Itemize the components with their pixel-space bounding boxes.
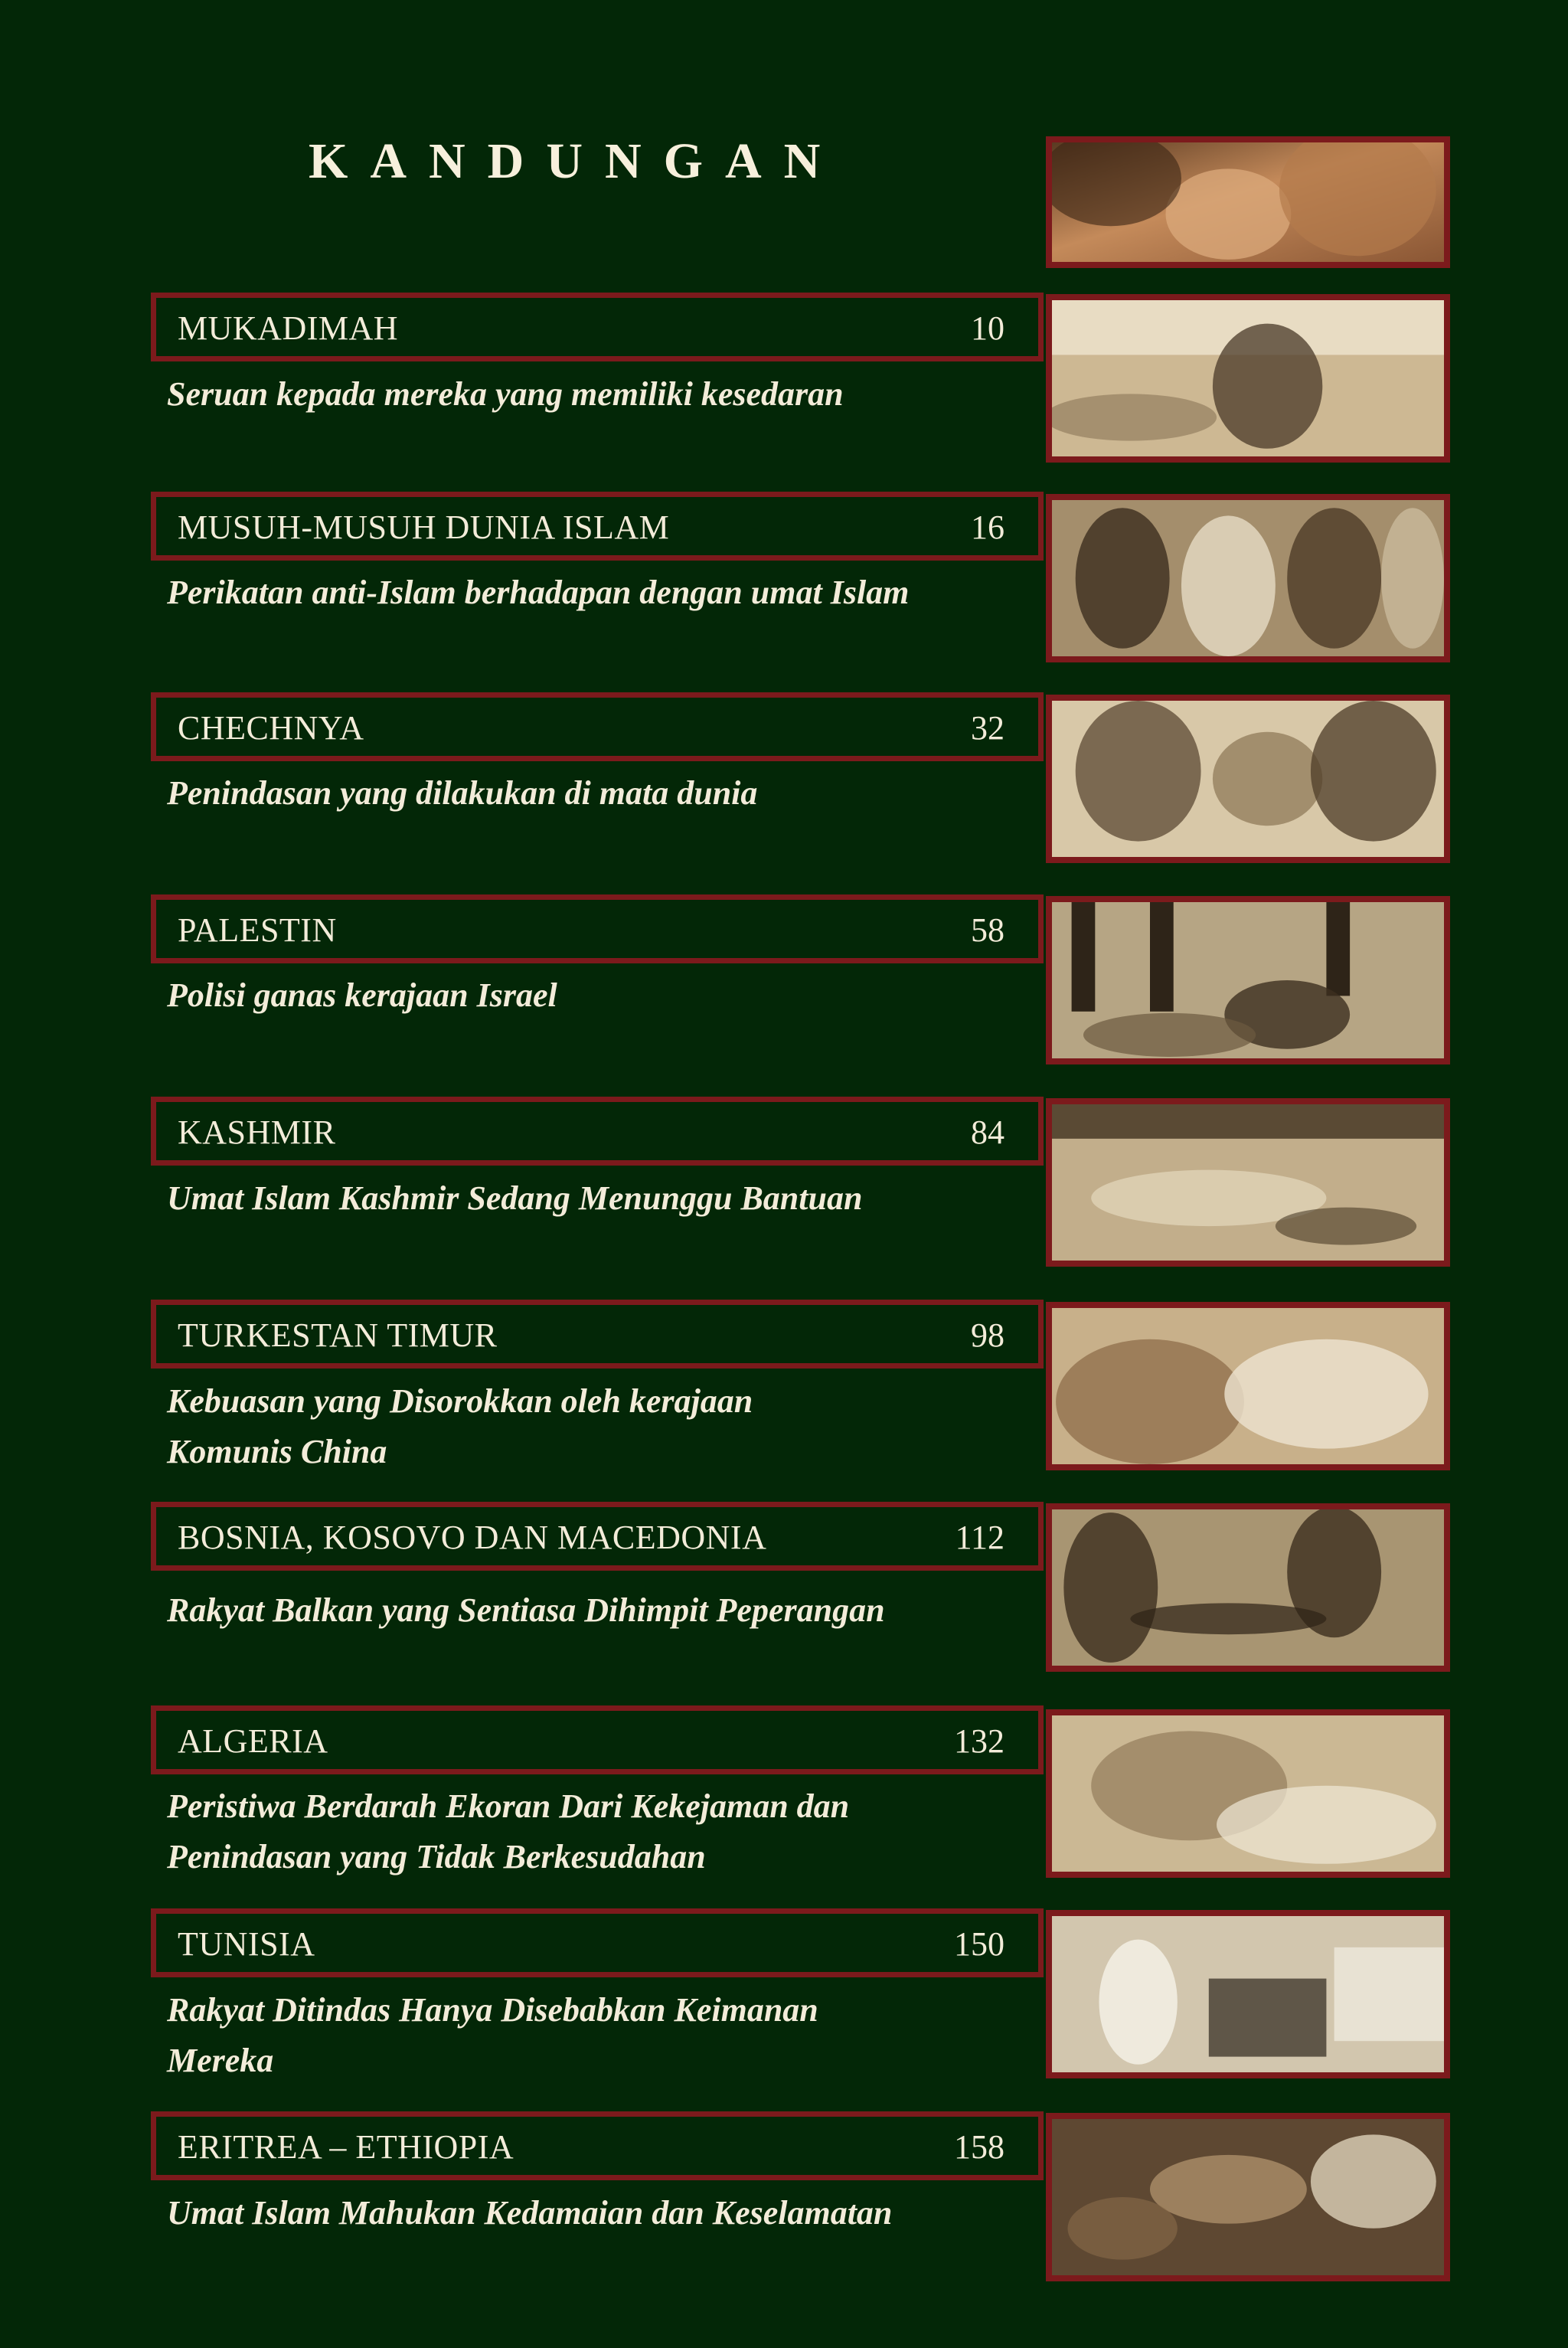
photo-algeria	[1046, 1709, 1450, 1878]
entry-description: Perikatan anti-Islam berhadapan dengan umat Islam	[167, 574, 910, 611]
entry-page-number: 16	[971, 509, 1004, 546]
entry-description: Seruan kepada mereka yang memiliki kesedaran	[167, 375, 844, 413]
toc-entry-chechnya[interactable]	[151, 692, 1044, 761]
entry-title: PALESTIN	[178, 911, 337, 949]
entry-title: KASHMIR	[178, 1114, 336, 1151]
contents-heading: KANDUNGAN	[309, 133, 843, 189]
entry-page-number: 58	[971, 911, 1004, 949]
toc-entry-mukadimah[interactable]	[151, 293, 1044, 361]
photo-crowd-detainees	[1046, 494, 1450, 662]
photo-balkan-soldiers	[1046, 1503, 1450, 1672]
entry-title: CHECHNYA	[178, 709, 364, 747]
toc-entry-tunisia[interactable]	[151, 1908, 1044, 1977]
entry-title: BOSNIA, KOSOVO DAN MACEDONIA	[178, 1519, 767, 1556]
entry-page-number: 98	[971, 1316, 1004, 1354]
entry-title: MUKADIMAH	[178, 309, 399, 347]
entry-description: Polisi ganas kerajaan Israel	[167, 976, 557, 1014]
toc-entry-bosnia[interactable]	[151, 1502, 1044, 1571]
entry-title: ALGERIA	[178, 1722, 328, 1760]
entry-description: Rakyat Balkan yang Sentiasa Dihimpit Peperangan	[167, 1591, 885, 1629]
entry-description: Umat Islam Mahukan Kedamaian dan Keselamatan	[167, 2194, 893, 2232]
photo-tunisia	[1046, 1910, 1450, 2078]
entry-page-number: 84	[971, 1114, 1004, 1151]
photo-girl	[1046, 136, 1450, 268]
entry-page-number: 158	[954, 2128, 1004, 2166]
entry-description: Rakyat Ditindas Hanya Disebabkan Keimanan Mereka	[167, 1991, 818, 2079]
photo-kashmir-street	[1046, 1098, 1450, 1267]
toc-entry-musuh-musuh[interactable]	[151, 492, 1044, 561]
toc-entry-eritrea-ethiopia[interactable]	[151, 2111, 1044, 2180]
toc-entry-algeria[interactable]	[151, 1705, 1044, 1774]
photo-man-outdoors	[1046, 294, 1450, 463]
photo-turkestan	[1046, 1302, 1450, 1470]
photo-eritrea	[1046, 2113, 1450, 2281]
toc-entry-palestin[interactable]	[151, 894, 1044, 963]
entry-page-number: 10	[971, 309, 1004, 347]
photo-soldiers-chechnya	[1046, 695, 1450, 863]
toc-entry-kashmir[interactable]	[151, 1097, 1044, 1166]
entry-title: TURKESTAN TIMUR	[178, 1316, 498, 1354]
entry-description: Umat Islam Kashmir Sedang Menunggu Bantuan	[167, 1179, 863, 1217]
entry-page-number: 150	[954, 1925, 1004, 1963]
entry-title: TUNISIA	[178, 1925, 315, 1963]
entry-description: Kebuasan yang Disorokkan oleh kerajaan Komunis China	[167, 1382, 753, 1470]
entry-page-number: 112	[955, 1519, 1004, 1556]
photo-palestine-soldiers	[1046, 896, 1450, 1064]
entry-title: MUSUH-MUSUH DUNIA ISLAM	[178, 509, 670, 546]
toc-entry-turkestan-timur[interactable]	[151, 1300, 1044, 1369]
entry-page-number: 132	[954, 1722, 1004, 1760]
entry-title: ERITREA – ETHIOPIA	[178, 2128, 514, 2166]
entry-description: Peristiwa Berdarah Ekoran Dari Kekejaman dan Penindasan yang Tidak Berkesudahan	[167, 1787, 850, 1875]
entry-description: Penindasan yang dilakukan di mata dunia	[167, 774, 758, 812]
entry-page-number: 32	[971, 709, 1004, 747]
